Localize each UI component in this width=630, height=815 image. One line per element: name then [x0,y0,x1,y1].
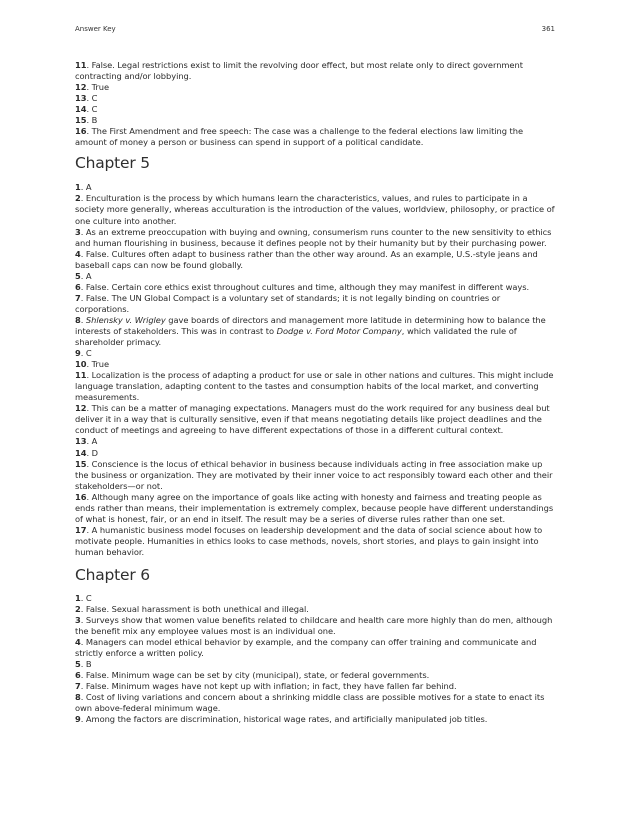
answer-text: . A [86,436,98,447]
answer-text: . C [86,93,98,104]
answer-text: . A [80,270,92,281]
answer-text: . C [86,104,98,115]
answer-text: . False. The UN Global Compact is a voluntary set of standards; it is not legally binding on countries or corporations. [75,292,501,314]
answer-entry [75,182,555,193]
answer-text: . True [86,359,110,370]
answer-entry [75,681,555,692]
answer-text: . False. Sexual harassment is both unethical and illegal. [80,604,309,615]
answer-text: . Although many agree on the importance of goals like acting with honesty and fairness and treating people as ends rather than means, their implementation is extremely complex, because people have different understandings of what is honest, fair, or an end in itself. The result may be a series of diverse rules rather than one set. [75,491,554,524]
answer-entry [75,126,555,148]
answer-entry [75,670,555,681]
chapter-heading: Chapter 6 [75,565,150,584]
answer-text: . B [86,115,98,126]
answer-number: 7 [75,292,81,303]
answer-number: 11 [75,370,87,381]
answer-number: 14 [75,447,87,458]
answer-number: 9 [75,714,81,725]
answer-text: . True [86,82,110,93]
answer-number: 15 [75,458,87,469]
answer-number: 8 [75,692,81,703]
answer-number: 4 [75,248,81,259]
chapter-heading: Chapter 5 [75,154,150,173]
answer-text: . Enculturation is the process by which humans learn the characteristics, values, and rules to participate in a society more generally, whereas acculturation is the introduction of the values, worldview, philosophy, or practice of one culture into another. [75,193,555,226]
answer-number: 3 [75,226,81,237]
answer-text: . This can be a matter of managing expectations. Managers must do the work required for any business deal but deliver it in a way that is culturally sensitive, even if that means negotiating details like project deadlines and the conduct of meetings and agreeing to have different expectations of those in a different cultural context. [75,403,550,436]
answer-number: 1 [75,592,81,603]
answer-entry [75,282,555,293]
answer-entry [75,637,555,659]
answer-entry [75,448,555,459]
answer-entry [75,659,555,670]
answer-text: . Surveys show that women value benefits related to childcare and health care more highly than do men, although the benefit mix any employee values most is an individual one. [75,615,553,637]
page-number: 361 [541,25,555,33]
answer-number: 16 [75,491,87,502]
answer-entry [75,370,555,403]
answer-entry [75,692,555,714]
answer-entry [75,293,555,315]
answer-text: . B [80,659,92,670]
answer-number: 2 [75,604,81,615]
answer-entry [75,115,555,126]
answer-number: 13 [75,93,87,104]
answer-text: . Localization is the process of adapting a product for use or sale in other nations and cultures. This might include language translation, adapting content to the tastes and consumption habits of the local market, and converting measurements. [75,370,554,403]
answer-number: 11 [75,60,87,70]
case-name: Dodge v. Ford Motor Company [276,325,402,336]
answer-entry [75,436,555,447]
answer-entry [75,714,555,725]
answer-text: . A humanistic business model focuses on leadership development and the data of social science about how to motivate people. Humanities in ethics looks to case methods, novels, short stories, and plays to gain insight into human behavior. [75,524,543,557]
answer-text: . Among the factors are discrimination, historical wage rates, and artificially manipulated job titles. [80,714,488,725]
answer-entry [75,492,555,525]
answer-text: . As an extreme preoccupation with buying and owning, consumerism runs counter to the new sensitivity to ethics and human flourishing in business, because it defines people not by their humanity but by their purchasing power. [75,226,552,248]
answer-entry [75,82,555,93]
answer-text: . C [80,348,92,359]
answer-number: 15 [75,115,87,126]
answer-entry [75,193,555,226]
running-header-title: Answer Key [75,25,116,33]
answer-number: 9 [75,348,81,359]
answer-entry [75,271,555,282]
answer-text: . False. Minimum wages have not kept up with inflation; in fact, they have fallen far behind. [80,681,457,692]
answer-number: 4 [75,637,81,648]
answer-text: . False. Legal restrictions exist to limit the revolving door effect, but most relate only to direct government contracting and/or lobbying. [75,60,523,82]
answer-number: 7 [75,681,81,692]
answer-text: . C [80,592,92,603]
answer-entry [75,403,555,436]
answer-text: . Conscience is the locus of ethical behavior in business because individuals acting in free association make up the business or organization. They are motivated by their inner voice to act responsibly toward each other and their stakeholders—or not. [75,458,553,491]
answer-number: 5 [75,659,81,670]
answer-entry [75,93,555,104]
answer-number: 13 [75,436,87,447]
answer-entry [75,615,555,637]
page-header [75,25,555,37]
answer-entry [75,604,555,615]
answer-text: . A [80,182,92,193]
answer-text: . Cost of living variations and concern about a shrinking middle class are possible motives for a state to enact its own above-federal minimum wage. [75,692,545,714]
answer-text: . False. Cultures often adapt to business rather than the other way around. As an example, U.S.-style jeans and baseball caps can now be found globally. [75,248,538,270]
answer-text: . False. Minimum wage can be set by city (municipal), state, or federal governments. [80,670,430,681]
answer-entry [75,227,555,249]
answer-number: 8 [75,314,81,325]
answer-text: . D [86,447,98,458]
answer-entry [75,249,555,271]
answer-text: . Managers can model ethical behavior by example, and the company can offer training and communicate and strictly enforce a written policy. [75,637,537,659]
answer-entry [75,60,555,82]
answer-number: 17 [75,524,87,535]
answer-entry [75,359,555,370]
answer-period: . [80,314,86,325]
answer-number: 6 [75,281,81,292]
answer-entry [75,315,555,348]
answer-number: 2 [75,193,81,204]
answer-entry [75,104,555,115]
case-name: Shlensky v. Wrigley [85,314,166,325]
answer-number: 3 [75,615,81,626]
answer-entry [75,348,555,359]
answer-entry [75,459,555,492]
answer-number: 1 [75,182,81,193]
answer-number: 12 [75,82,87,93]
answer-text: , which validated the rule of shareholder primacy. [75,325,517,348]
answer-number: 14 [75,104,87,115]
answer-entry [75,525,555,558]
answer-number: 10 [75,359,87,370]
answer-key-body [75,60,555,726]
answer-number: 6 [75,670,81,681]
answer-number: 16 [75,126,87,137]
answer-entry [75,593,555,604]
answer-text: gave boards of directors and management more latitude in determining how to balance the interests of stakeholders. This was in contrast to [75,314,546,336]
answer-number: 5 [75,270,81,281]
answer-text: . The First Amendment and free speech: The case was a challenge to the federal elections law limiting the amount of money a person or business can spend in support of a political candidate. [75,126,524,148]
answer-text: . False. Certain core ethics exist throughout cultures and time, although they may manifest in different ways. [80,281,530,292]
answer-number: 12 [75,403,87,414]
